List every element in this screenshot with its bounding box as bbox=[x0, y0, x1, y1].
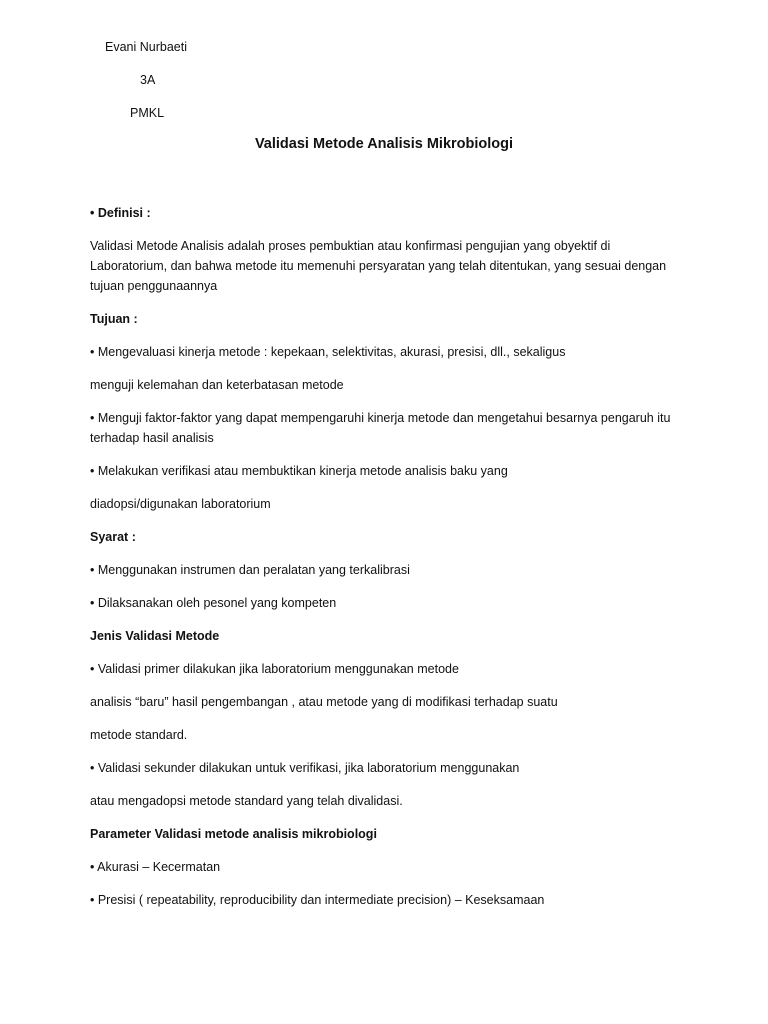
syarat-item-2: • Dilaksanakan oleh pesonel yang kompeten bbox=[90, 596, 337, 610]
parameter-heading: Parameter Validasi metode analisis mikrobiologi bbox=[90, 827, 377, 841]
jenis-item-1-end: metode standard. bbox=[90, 728, 188, 742]
tujuan-item-2: • Menguji faktor-faktor yang dapat mempengaruhi kinerja metode dan mengetahui besarnya pengaruh itu terhadap hasil analisis bbox=[90, 411, 671, 445]
parameter-item-1: • Akurasi – Kecermatan bbox=[90, 860, 221, 874]
tujuan-heading: Tujuan : bbox=[90, 312, 138, 326]
definisi-paragraph: Validasi Metode Analisis adalah proses pembuktian atau konfirmasi pengujian yang obyektif di Laboratorium, dan bahwa metode itu memenuhi persyaratan yang telah ditentukan, yang sesuai dengan tujuan penggunaannya bbox=[90, 239, 667, 293]
jenis-item-1: • Validasi primer dilakukan jika laboratorium menggunakan metode bbox=[90, 662, 459, 676]
document-body bbox=[90, 203, 690, 910]
program-label: PMKL bbox=[130, 106, 165, 120]
syarat-heading: Syarat : bbox=[90, 530, 136, 544]
document-title: Validasi Metode Analisis Mikrobiologi bbox=[254, 136, 514, 152]
jenis-item-2: • Validasi sekunder dilakukan untuk verifikasi, jika laboratorium menggunakan bbox=[90, 761, 520, 775]
jenis-item-2-continuation: atau mengadopsi metode standard yang telah divalidasi. bbox=[90, 794, 403, 808]
tujuan-item-3: • Melakukan verifikasi atau membuktikan kinerja metode analisis baku yang bbox=[90, 464, 508, 478]
jenis-heading: Jenis Validasi Metode bbox=[90, 629, 220, 643]
class-label: 3A bbox=[140, 73, 156, 87]
parameter-item-2: • Presisi ( repeatability, reproducibility dan intermediate precision) – Keseksamaan bbox=[90, 893, 545, 907]
syarat-item-1: • Menggunakan instrumen dan peralatan yang terkalibrasi bbox=[90, 563, 410, 577]
definisi-heading: • Definisi : bbox=[90, 206, 151, 220]
tujuan-item-1: • Mengevaluasi kinerja metode : kepekaan, selektivitas, akurasi, presisi, dll., sekaligus bbox=[90, 345, 566, 359]
jenis-item-1-continuation: analisis “baru” hasil pengembangan , atau metode yang di modifikasi terhadap suatu bbox=[90, 695, 558, 709]
author-name: Evani Nurbaeti bbox=[105, 40, 187, 54]
tujuan-item-3-continuation: diadopsi/digunakan laboratorium bbox=[90, 497, 271, 511]
tujuan-item-1-continuation: menguji kelemahan dan keterbatasan metode bbox=[90, 378, 344, 392]
